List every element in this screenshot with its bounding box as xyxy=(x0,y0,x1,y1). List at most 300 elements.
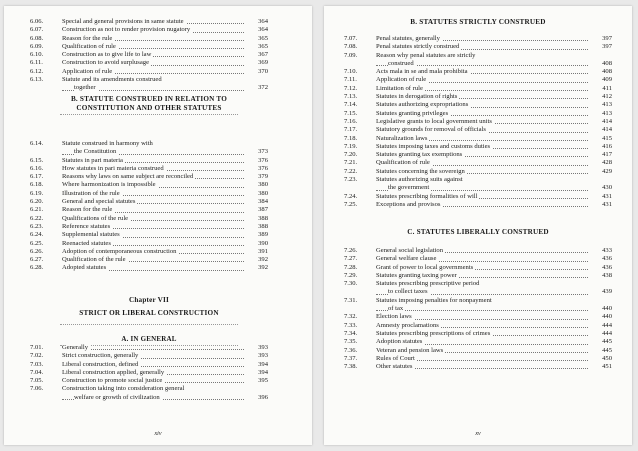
section-title-text: Reasons why laws on same subject are reconciled xyxy=(62,173,194,181)
section-title-text: Statutes in pari materia xyxy=(62,156,123,164)
section-title-text: Penal statutes strictly construed xyxy=(376,43,460,51)
section-title xyxy=(376,305,590,313)
page-ref: 414 xyxy=(602,126,612,134)
section-title xyxy=(62,361,246,369)
section-title xyxy=(62,190,246,198)
section-title xyxy=(62,26,246,34)
section-title-text: Statutes authorizing suits against xyxy=(376,176,463,184)
section-title-text: Reason why penal statutes are strictly xyxy=(376,51,476,59)
page-ref: 392 xyxy=(258,264,268,272)
chapter-heading xyxy=(30,296,268,346)
section-title xyxy=(376,35,590,43)
section-title-text: Reason for the rule xyxy=(62,34,113,42)
page-ref: 412 xyxy=(602,93,612,101)
toc-entry xyxy=(344,322,612,330)
toc-entry xyxy=(30,35,268,43)
section-number: 6.08. xyxy=(30,34,44,42)
section-title xyxy=(62,157,246,165)
section-number: 7.17. xyxy=(344,126,358,134)
page-ref: 394 xyxy=(258,360,268,368)
toc-entry xyxy=(344,118,612,126)
section-number xyxy=(344,288,376,296)
toc-entry xyxy=(344,151,612,159)
toc-entry xyxy=(30,26,268,34)
toc-entry xyxy=(30,148,268,156)
section-title xyxy=(62,248,246,256)
section-number: 7.19. xyxy=(344,142,358,150)
toc-entry xyxy=(344,338,612,346)
section-title xyxy=(62,256,246,264)
section-title xyxy=(376,159,590,167)
section-title-text: Amnesty proclamations xyxy=(376,321,439,329)
toc-entry xyxy=(30,215,268,223)
heading-b-left xyxy=(30,95,268,115)
toc-entry xyxy=(344,101,612,109)
section-title-text: Special and general provisions in same statute xyxy=(62,18,184,25)
toc-entry xyxy=(344,288,612,296)
chapter-label: Chapter VII xyxy=(128,296,170,304)
section-title xyxy=(376,151,590,159)
page-ref: 429 xyxy=(602,167,612,175)
page-ref: 397 xyxy=(602,43,612,51)
page-ref: 415 xyxy=(602,134,612,142)
section-number: 7.26. xyxy=(344,247,358,254)
toc-entry xyxy=(30,181,268,189)
page-ref: 376 xyxy=(258,156,268,164)
section-title-text: Construction as not to render provision nugatory xyxy=(62,26,191,34)
section-title xyxy=(376,193,590,201)
toc-entry xyxy=(344,255,612,263)
section-title-text: Reference statutes xyxy=(62,222,111,230)
section-title-text: Construction to promote social justice xyxy=(62,377,163,385)
divider xyxy=(60,324,238,325)
toc-entry xyxy=(30,165,268,173)
page-ref: 450 xyxy=(602,354,612,362)
section-number: 7.32. xyxy=(344,313,358,321)
section-title-text: of tax xyxy=(388,305,404,313)
page-ref: 417 xyxy=(602,151,612,159)
section-number xyxy=(30,148,62,156)
section-title-text: Generally xyxy=(62,344,88,351)
toc-entry xyxy=(30,223,268,231)
section-title-text: Application of rule xyxy=(376,76,427,84)
toc-entry xyxy=(344,330,612,338)
section-title-text: Acts mala in se and mala prohibita xyxy=(376,68,468,76)
section-number: 7.35. xyxy=(344,338,358,346)
section-title xyxy=(62,18,246,26)
section-a-heading: A. IN GENERAL xyxy=(121,335,177,343)
section-title xyxy=(62,394,246,402)
toc-block-7c xyxy=(344,247,612,371)
section-title xyxy=(62,76,246,84)
section-title xyxy=(376,60,590,68)
section-number: 6.15. xyxy=(30,156,44,164)
toc-entry xyxy=(344,159,612,167)
section-title-text: the Constitution xyxy=(74,148,117,156)
section-title-text: to collect taxes xyxy=(388,288,428,296)
page-ref: 395 xyxy=(258,377,268,385)
heading-b-right xyxy=(344,18,612,27)
section-number xyxy=(30,394,62,402)
page-ref: 393 xyxy=(258,344,268,351)
page-ref: 364 xyxy=(258,18,268,25)
page-ref: 367 xyxy=(258,51,268,59)
section-number: 7.16. xyxy=(344,117,358,125)
toc-entry xyxy=(30,256,268,264)
toc-entry xyxy=(30,76,268,84)
section-title-text: Adoption statutes xyxy=(376,338,423,346)
section-title xyxy=(62,181,246,189)
section-number: 6.20. xyxy=(30,198,44,206)
toc-entry xyxy=(344,247,612,255)
section-title xyxy=(376,355,590,363)
section-title xyxy=(62,198,246,206)
section-title xyxy=(376,297,590,305)
toc-entry xyxy=(30,361,268,369)
section-title-text: together xyxy=(74,84,96,92)
section-title xyxy=(62,264,246,272)
section-number: 6.10. xyxy=(30,51,44,59)
toc-block-7b xyxy=(344,35,612,209)
page-ref: 394 xyxy=(258,368,268,376)
toc-entry xyxy=(30,240,268,248)
toc-entry xyxy=(30,369,268,377)
section-title-text: Rules of Court xyxy=(376,354,415,362)
section-title-text: Penal statutes, generally xyxy=(376,35,440,42)
toc-entry xyxy=(30,84,268,92)
toc-entry xyxy=(344,52,612,60)
section-title xyxy=(62,352,246,360)
section-title xyxy=(376,201,590,209)
section-number: 6.12. xyxy=(30,67,44,75)
section-title-text: Statutes imposing penalties for nonpayment xyxy=(376,296,492,304)
section-title-text: Statutes prescribing prescriptions of crimes xyxy=(376,329,491,337)
page-ref: 380 xyxy=(258,181,268,189)
toc-entry xyxy=(344,193,612,201)
section-number: 6.25. xyxy=(30,239,44,247)
page-ref: 365 xyxy=(258,34,268,42)
page-ref: 416 xyxy=(602,142,612,150)
section-title-text: Legislative grants to local government units xyxy=(376,117,492,125)
toc-entry xyxy=(30,206,268,214)
section-number: 7.30. xyxy=(344,280,358,288)
section-title xyxy=(62,240,246,248)
section-title xyxy=(62,223,246,231)
section-title-text: Qualification of rule xyxy=(376,159,430,167)
toc-entry xyxy=(30,231,268,239)
toc-entry xyxy=(30,173,268,181)
section-title-text: Limitation of rule xyxy=(376,84,423,92)
page-ref: 439 xyxy=(602,288,612,296)
toc-block-6b xyxy=(30,140,268,273)
section-title xyxy=(376,118,590,126)
section-title xyxy=(376,247,590,255)
page-ref: 389 xyxy=(258,231,268,239)
page-ref: 413 xyxy=(602,109,612,117)
section-title xyxy=(62,369,246,377)
section-number: 6.27. xyxy=(30,256,44,264)
toc-entry xyxy=(344,355,612,363)
section-title xyxy=(376,135,590,143)
page-ref: 396 xyxy=(258,393,268,401)
section-number: 6.14. xyxy=(30,140,44,147)
page-ref: 408 xyxy=(602,68,612,76)
toc-entry xyxy=(30,190,268,198)
section-number: 7.29. xyxy=(344,271,358,279)
section-title-text: Reason for the rule xyxy=(62,206,113,214)
section-number: 7.33. xyxy=(344,321,358,329)
section-title xyxy=(62,140,246,148)
section-title-text: Reenacted statutes xyxy=(62,239,111,247)
page-ref: 414 xyxy=(602,117,612,125)
toc-entry xyxy=(30,43,268,51)
section-title xyxy=(62,206,246,214)
toc-entry xyxy=(30,352,268,360)
section-title xyxy=(376,101,590,109)
section-number: 7.31. xyxy=(344,296,358,304)
toc-entry xyxy=(30,18,268,26)
page-ref: 393 xyxy=(258,352,268,360)
section-title-text: Adoption of contemporaneous construction xyxy=(62,247,177,255)
toc-entry xyxy=(344,272,612,280)
section-number: 6.13. xyxy=(30,76,44,84)
toc-entry xyxy=(344,110,612,118)
section-title xyxy=(376,347,590,355)
section-title-text: Statute construed in harmony with xyxy=(62,140,153,147)
section-title xyxy=(376,313,590,321)
toc-entry xyxy=(344,363,612,371)
section-number xyxy=(30,84,62,92)
section-title-text: General and special statutes xyxy=(62,198,136,206)
toc-entry xyxy=(30,385,268,393)
section-title-text: Qualifications of the rule xyxy=(62,214,129,222)
section-title xyxy=(62,68,246,76)
section-title-text: Statutes prescribing prescriptive period xyxy=(376,280,480,288)
section-title-text: Statutes granting tax exemptions xyxy=(376,151,463,159)
section-title xyxy=(376,322,590,330)
toc-entry xyxy=(30,51,268,59)
section-number: 7.15. xyxy=(344,109,358,117)
section-title-text: Election laws xyxy=(376,313,412,321)
page-ref: 364 xyxy=(258,26,268,34)
section-title xyxy=(376,280,590,288)
section-title-text: Liberal construction, defined xyxy=(62,360,139,368)
section-number: 7.06. xyxy=(30,385,44,393)
section-title xyxy=(62,43,246,51)
page-ref: 436 xyxy=(602,255,612,263)
section-title xyxy=(62,165,246,173)
page-ref: 433 xyxy=(602,247,612,254)
page-ref: 370 xyxy=(258,67,268,75)
section-number xyxy=(344,305,376,313)
section-number: 7.38. xyxy=(344,363,358,371)
section-number: 7.04. xyxy=(30,368,44,376)
section-number: 6.24. xyxy=(30,231,44,239)
section-title-text: General welfare clause xyxy=(376,255,437,263)
section-title-text: Statutory grounds for removal of officials xyxy=(376,126,486,134)
page-ref: 445 xyxy=(602,346,612,354)
toc-entry xyxy=(30,198,268,206)
page-ref: 413 xyxy=(602,101,612,109)
toc-entry xyxy=(30,377,268,385)
section-number: 7.18. xyxy=(344,134,358,142)
section-number xyxy=(344,60,376,68)
section-number: 6.06. xyxy=(30,18,44,25)
section-number: 7.07. xyxy=(344,35,358,42)
section-title xyxy=(376,43,590,51)
section-title-text: General social legislation xyxy=(376,247,444,254)
section-number: 6.11. xyxy=(30,59,43,67)
page-ref: 451 xyxy=(602,363,612,371)
section-number: 6.26. xyxy=(30,247,44,255)
section-number: 7.05. xyxy=(30,377,44,385)
page-ref: 431 xyxy=(602,200,612,208)
section-number: 7.10. xyxy=(344,68,358,76)
section-title xyxy=(376,110,590,118)
section-title-text: Naturalization laws xyxy=(376,134,428,142)
page-ref xyxy=(246,140,268,148)
page-ref: 372 xyxy=(258,84,268,92)
toc-entry xyxy=(344,280,612,288)
section-number: 6.16. xyxy=(30,164,44,172)
toc-block-7a xyxy=(30,344,268,402)
section-number: 7.37. xyxy=(344,354,358,362)
toc-entry xyxy=(30,140,268,148)
toc-entry xyxy=(344,297,612,305)
section-title-text: Construction taking into consideration general xyxy=(62,385,185,393)
toc-entry xyxy=(344,68,612,76)
page-ref: 373 xyxy=(258,148,268,156)
page-ref: 444 xyxy=(602,329,612,337)
toc-entry xyxy=(344,135,612,143)
section-number: 6.21. xyxy=(30,206,44,214)
section-number: 7.21. xyxy=(344,159,358,167)
page-ref: 387 xyxy=(258,206,268,214)
section-title xyxy=(376,176,590,184)
section-c-heading: C. STATUTES LIBERALLY CONSTRUED xyxy=(407,228,549,236)
section-title xyxy=(62,344,246,352)
section-title-text: Qualification of rule xyxy=(62,42,116,50)
page-ref: 411 xyxy=(602,84,612,92)
section-title xyxy=(62,84,246,92)
section-title-text: Exceptions and provisos xyxy=(376,200,441,208)
section-number: 6.19. xyxy=(30,189,44,197)
page-ref xyxy=(246,385,268,393)
divider xyxy=(60,114,238,115)
page-ref: 376 xyxy=(258,164,268,172)
section-title-text: welfare or growth of civilization xyxy=(74,393,160,401)
section-number: 7.36. xyxy=(344,346,358,354)
toc-entry xyxy=(30,264,268,272)
heading-line: CONSTITUTION AND OTHER STATUTES xyxy=(76,104,222,112)
section-title xyxy=(376,126,590,134)
section-number: 7.13. xyxy=(344,93,358,101)
section-title xyxy=(376,272,590,280)
section-title xyxy=(62,51,246,59)
toc-entry xyxy=(344,313,612,321)
section-title-text: construed xyxy=(388,59,414,67)
page-ref: 431 xyxy=(602,192,612,200)
left-page xyxy=(4,6,312,445)
toc-entry xyxy=(344,201,612,209)
page-ref: 445 xyxy=(602,338,612,346)
section-number: 7.01. xyxy=(30,344,44,351)
toc-entry xyxy=(344,184,612,192)
page-ref: 409 xyxy=(602,76,612,84)
section-title-text: Liberal construction applied, generally xyxy=(62,368,165,376)
section-number: 7.24. xyxy=(344,192,358,200)
section-number: 7.12. xyxy=(344,84,358,92)
toc-entry xyxy=(344,85,612,93)
section-number: 6.09. xyxy=(30,42,44,50)
section-title-text: Statutes prescribing formalities of will xyxy=(376,192,478,200)
section-title-text: Statutes imposing taxes and customs duties xyxy=(376,142,491,150)
section-title xyxy=(62,231,246,239)
toc-entry xyxy=(30,68,268,76)
section-title xyxy=(376,68,590,76)
section-title xyxy=(62,385,246,393)
page-ref xyxy=(246,76,268,84)
section-title xyxy=(376,76,590,84)
page-ref: 444 xyxy=(602,321,612,329)
section-title xyxy=(376,363,590,371)
section-title-text: Other statutes xyxy=(376,363,413,371)
section-title xyxy=(376,168,590,176)
toc-entry xyxy=(344,305,612,313)
page-ref: 392 xyxy=(258,256,268,264)
section-number: 6.28. xyxy=(30,264,44,272)
section-title xyxy=(376,93,590,101)
toc-entry xyxy=(344,93,612,101)
section-number: 6.18. xyxy=(30,181,44,189)
page-ref: 380 xyxy=(258,189,268,197)
section-title-text: the government xyxy=(388,184,430,192)
section-title xyxy=(376,143,590,151)
section-title-text: How statutes in pari materia construed xyxy=(62,164,164,172)
toc-entry xyxy=(344,264,612,272)
section-number: 6.07. xyxy=(30,26,44,34)
page-ref: 436 xyxy=(602,263,612,271)
section-number: 7.22. xyxy=(344,167,358,175)
section-title xyxy=(62,59,246,67)
toc-entry xyxy=(30,59,268,67)
section-number: 7.20. xyxy=(344,151,358,159)
page-number-left: xiv xyxy=(154,431,162,437)
page-ref: 379 xyxy=(258,173,268,181)
section-number: 7.02. xyxy=(30,352,44,360)
section-title-text: Statutes authorizing expropriations xyxy=(376,101,469,109)
section-title-text: Statutes granting privileges xyxy=(376,109,449,117)
chapter-title: STRICT OR LIBERAL CONSTRUCTION xyxy=(79,309,219,317)
section-b-heading: B. STATUTES STRICTLY CONSTRUED xyxy=(410,18,546,26)
section-number: 7.23. xyxy=(344,176,358,184)
heading-c-right xyxy=(344,228,612,237)
section-title xyxy=(376,52,590,60)
toc-entry xyxy=(344,43,612,51)
section-title xyxy=(376,85,590,93)
section-title-text: Statutes in derogation of rights xyxy=(376,93,458,101)
section-title xyxy=(62,377,246,385)
section-title-text: Construction to avoid surplusage xyxy=(62,59,149,67)
section-number: 7.11. xyxy=(344,76,357,84)
toc-entry xyxy=(344,168,612,176)
section-number: 7.25. xyxy=(344,200,358,208)
section-title-text: Application of rule xyxy=(62,67,113,75)
section-title xyxy=(62,215,246,223)
heading-line: B. STATUTE CONSTRUED IN RELATION TO xyxy=(70,95,228,103)
section-title-text: Construction as to give life to law xyxy=(62,51,152,59)
toc-entry xyxy=(344,76,612,84)
